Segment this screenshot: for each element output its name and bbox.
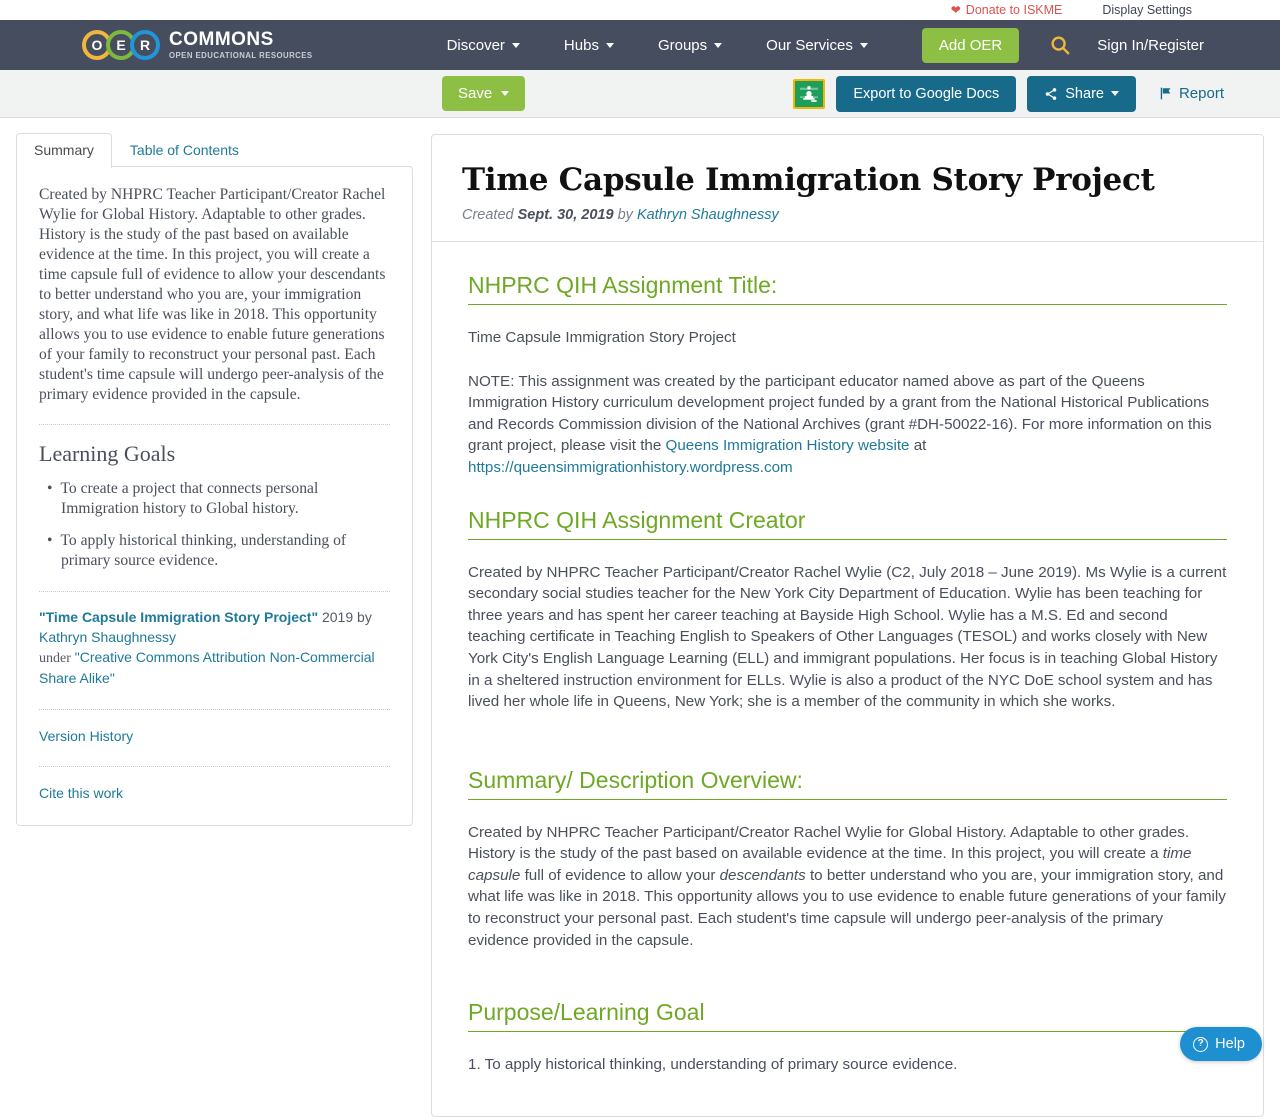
sign-in-register-link[interactable]: Sign In/Register: [1097, 36, 1204, 54]
utility-bar: [0, 0, 1280, 20]
logo-text: [169, 30, 313, 60]
share-icon: [1044, 87, 1058, 101]
logo-letter-r: R: [130, 30, 160, 60]
site-logo[interactable]: [82, 30, 313, 60]
bullet-icon: •: [47, 532, 53, 550]
nav-label-discover: Discover: [446, 36, 505, 54]
version-history-link[interactable]: Version History: [39, 727, 134, 744]
question-mark-icon: ?: [1193, 1037, 1208, 1052]
nav-item-discover[interactable]: [425, 37, 542, 54]
learning-goals-title: Learning Goals: [39, 441, 176, 467]
logo-subtitle: OPEN EDUCATIONAL RESOURCES: [169, 51, 313, 61]
attribution-block: [39, 608, 390, 689]
sidebar: [16, 134, 413, 827]
save-button[interactable]: [442, 76, 525, 111]
nav-item-hubs[interactable]: [542, 37, 636, 54]
summary-part1: Created by NHPRC Teacher Participant/Creator Rachel Wylie for Global History. Adaptable to other grades. History is the study of the past based on available evidence at the time. In this project, you will create a: [468, 823, 1190, 863]
export-to-google-docs-button[interactable]: Export to Google Docs: [836, 76, 1016, 112]
site-header: [0, 20, 1280, 70]
save-button-label: Save: [458, 85, 493, 102]
toolbar-right-group: [793, 76, 1224, 112]
summary-part2: full of evidence to allow your: [520, 866, 720, 884]
divider: [39, 709, 390, 710]
by-word: by: [617, 207, 633, 224]
chevron-down-icon: [512, 43, 520, 48]
donate-link[interactable]: [951, 3, 1063, 17]
chevron-down-icon: [501, 91, 509, 96]
summary-emphasis-time-capsule: time capsule: [468, 845, 1192, 884]
display-settings-link[interactable]: Display Settings: [1102, 3, 1192, 17]
help-widget-label: Help: [1215, 1036, 1245, 1052]
report-label: Report: [1178, 85, 1224, 102]
document-body: [432, 242, 1263, 1116]
learning-goal-item: • To apply historical thinking, understanding of primary source evidence.: [47, 532, 347, 570]
chevron-down-icon: [860, 43, 868, 48]
attribution-by-word: by: [357, 609, 372, 626]
document-panel: [431, 134, 1264, 1117]
heart-icon: ❤: [950, 3, 961, 17]
sidebar-tabs: [16, 134, 413, 167]
queens-immigration-history-url-link[interactable]: https://queensimmigrationhistory.wordpress.com: [468, 459, 793, 477]
cite-this-work-link[interactable]: Cite this work: [39, 784, 124, 801]
attribution-author-link[interactable]: Kathryn Shaughnessy: [39, 629, 176, 646]
nav-label-hubs: Hubs: [563, 36, 599, 54]
section-paragraph-assignment-creator: Created by NHPRC Teacher Participant/Creator Rachel Wylie (C2, July 2018 – June 2019). Ms Wylie is a current secondary social studies teacher for the New York City Department of Education. Wylie has been teaching for three years and has spent her career teaching at Bayside High School. Wylie has a M.S. Ed and second teaching certificate in Teaching English to Speakers of Other Languages (TESOL) and works closely with New York City's English Language Learning (ELL) and immigrant populations. Her focus is in teaching Global History in a sheltered instruction environment for ELLs. Wylie is also a product of the NYC DoE school system and has lived her whole life in Queens, New York; she is a member of the community in which she works.: [468, 563, 1227, 711]
document-author-link[interactable]: Kathryn Shaughnessy: [636, 207, 779, 224]
header-right-group: [1049, 34, 1204, 56]
bullet-icon: •: [47, 480, 53, 498]
sidebar-summary-text: Created by NHPRC Teacher Participant/Creator Rachel Wylie for Global History. Adaptable to other grades. History is the study of the past based on available evidence at the time. In this project, you will create a time capsule full of evidence to allow your descendants to better understand who you are, your immigration story, and what life was like in 2018. This opportunity allows you to use evidence to enable future generations of your family to reconstruct your personal past. Each student's time capsule will undergo peer-analysis of the primary evidence provided in the capsule.: [39, 186, 386, 403]
section-heading-assignment-title: NHPRC QIH Assignment Title:: [468, 270, 1227, 305]
document-byline: [462, 207, 1233, 223]
google-classroom-icon[interactable]: [793, 79, 825, 109]
section-heading-purpose-learning-goal: Purpose/Learning Goal: [468, 997, 1227, 1032]
chevron-down-icon: [1111, 91, 1119, 96]
add-oer-button[interactable]: Add OER: [922, 28, 1019, 63]
page-title: Time Capsule Immigration Story Project: [462, 162, 1155, 198]
share-button-label: Share: [1065, 85, 1104, 102]
queens-immigration-history-website-link[interactable]: Queens Immigration History website: [665, 437, 910, 455]
donate-label: Donate to ISKME: [965, 3, 1063, 17]
divider: [39, 766, 390, 767]
created-word: Created: [462, 207, 514, 224]
nav-label-our-services: Our Services: [766, 36, 853, 54]
attribution-license-link[interactable]: "Creative Commons Attribution Non-Commercial Share Alike": [39, 649, 375, 686]
section-paragraph-summary-description: [468, 822, 1227, 951]
section-heading-summary-description: Summary/ Description Overview:: [468, 765, 1227, 800]
nav-item-groups[interactable]: [636, 37, 744, 54]
summary-panel: [16, 166, 413, 826]
created-date: Sept. 30, 2019: [517, 207, 614, 224]
help-widget-button[interactable]: [1180, 1027, 1262, 1061]
summary-emphasis-descendants: descendants: [719, 866, 806, 884]
chevron-down-icon: [606, 43, 614, 48]
share-button[interactable]: [1027, 76, 1136, 112]
logo-title: COMMONS: [169, 29, 274, 51]
section-paragraph-assignment-title: Time Capsule Immigration Story Project: [468, 329, 736, 347]
document-header: [432, 135, 1263, 242]
chevron-down-icon: [714, 43, 722, 48]
attribution-year: 2019: [321, 609, 354, 626]
search-icon[interactable]: [1049, 34, 1071, 56]
main-navigation: [425, 28, 1020, 63]
note-text-part1: NOTE: This assignment was created by the participant educator named above as part of the Queens Immigration History curriculum development project funded by a grant from the National Historical Publications and Records Commission division of the National Archives (grant #DH-50022-16). For more information on this grant project, please visit the: [468, 372, 1212, 455]
tab-table-of-contents[interactable]: Table of Contents: [129, 142, 239, 159]
divider: [39, 591, 390, 592]
section-paragraph-purpose-learning-goal: 1. To apply historical thinking, understanding of primary source evidence.: [468, 1056, 958, 1074]
learning-goal-item: • To create a project that connects personal Immigration history to Global history.: [47, 480, 319, 518]
attribution-under-word: under: [39, 651, 71, 667]
logo-letter-o: O: [82, 30, 112, 60]
summary-part3: to better understand who you are, your immigration story, and what life was like in 2018. This opportunity allows you to use evidence to enable future generations of your family to reconstruct your personal past. Each student's time capsule will undergo peer-analysis of the primary evidence provided in the capsule.: [468, 866, 1226, 949]
note-text-part2: at: [909, 437, 927, 455]
tab-summary[interactable]: Summary: [16, 133, 112, 168]
nav-label-groups: Groups: [657, 36, 708, 54]
logo-letter-e: E: [106, 30, 136, 60]
page-body: [0, 118, 1280, 1117]
report-link[interactable]: [1159, 85, 1224, 102]
logo-circles: [82, 30, 160, 60]
attribution-work-title[interactable]: "Time Capsule Immigration Story Project": [39, 609, 319, 626]
section-heading-assignment-creator: NHPRC QIH Assignment Creator: [468, 505, 1227, 540]
nav-item-our-services[interactable]: [744, 37, 890, 54]
action-toolbar: [0, 70, 1280, 118]
flag-icon: [1159, 86, 1173, 101]
note-paragraph: [468, 371, 1227, 479]
divider: [39, 424, 390, 425]
